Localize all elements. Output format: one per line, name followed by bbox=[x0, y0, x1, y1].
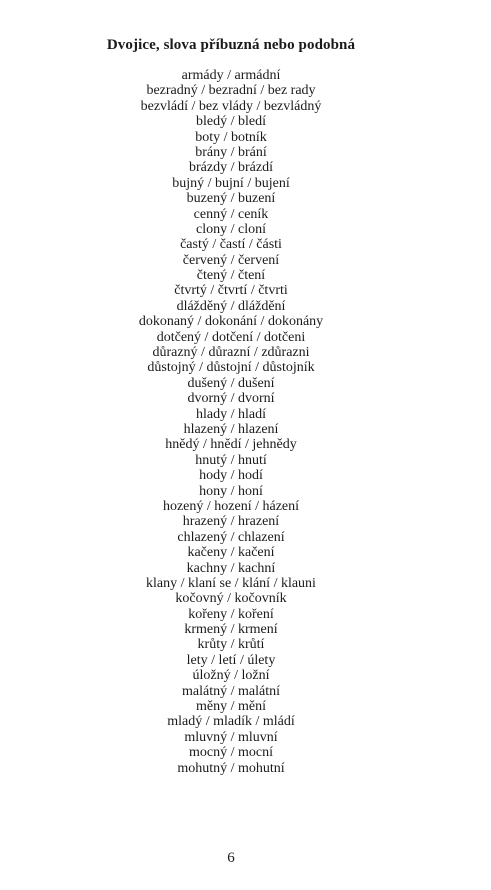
word-entry: bezvládí / bez vlády / bezvládný bbox=[140, 98, 322, 114]
word-pair-list bbox=[0, 68, 462, 776]
word-entry: hlady / hladí bbox=[196, 406, 266, 422]
word-entry: dušený / dušení bbox=[187, 375, 275, 391]
word-entry: cenný / ceník bbox=[193, 206, 269, 222]
word-entry: čtvrtý / čtvrtí / čtvrti bbox=[174, 283, 288, 299]
word-entry: bujný / bujní / bujení bbox=[172, 175, 290, 191]
word-entry: klany / klaní se / klání / klauni bbox=[146, 575, 316, 591]
word-entry: brázdy / brázdí bbox=[189, 160, 273, 176]
word-entry: hony / honí bbox=[199, 483, 263, 499]
word-entry: úložný / ložní bbox=[192, 668, 270, 684]
word-entry: chlazený / chlazení bbox=[177, 529, 285, 545]
word-entry: mladý / mladík / mládí bbox=[167, 714, 295, 730]
word-entry: buzený / buzení bbox=[186, 191, 276, 207]
word-entry: důrazný / důrazní / zdůrazni bbox=[152, 345, 310, 361]
word-entry: dokonaný / dokonání / dokonány bbox=[138, 314, 324, 330]
word-entry: kačeny / kačení bbox=[187, 545, 275, 561]
word-entry: clony / cloní bbox=[196, 221, 266, 237]
word-entry: kočovný / kočovník bbox=[175, 591, 287, 607]
page-number: 6 bbox=[227, 850, 235, 866]
word-entry: bezradný / bezradní / bez rady bbox=[146, 83, 316, 99]
word-entry: mocný / mocní bbox=[189, 745, 273, 761]
word-entry: brány / brání bbox=[195, 144, 267, 160]
word-entry: červený / červení bbox=[182, 252, 280, 268]
word-entry: boty / botník bbox=[195, 129, 267, 145]
word-entry: krůty / krůtí bbox=[197, 637, 265, 653]
word-entry: kachny / kachní bbox=[186, 560, 276, 576]
word-entry: armády / armádní bbox=[181, 68, 281, 83]
word-entry: mluvný / mluvní bbox=[184, 729, 278, 745]
word-entry: hrazený / hrazení bbox=[182, 514, 280, 530]
word-entry: hlazený / hlazení bbox=[183, 421, 279, 437]
word-entry: krmený / krmení bbox=[184, 622, 278, 638]
word-entry: dotčený / dotčení / dotčeni bbox=[156, 329, 306, 345]
page-title: Dvojice, slova příbuzná nebo podobná bbox=[106, 37, 356, 53]
word-entry: bledý / bledí bbox=[196, 114, 266, 130]
word-entry: lety / letí / úlety bbox=[186, 652, 276, 668]
word-entry: čtený / čtení bbox=[196, 268, 266, 284]
word-entry: hnědý / hnědí / jehnědy bbox=[165, 437, 297, 453]
word-entry: dlážděný / dláždění bbox=[176, 298, 286, 314]
word-entry: malátný / malátní bbox=[182, 683, 280, 699]
word-entry: hnutý / hnutí bbox=[195, 452, 267, 468]
word-entry: dvorný / dvorní bbox=[187, 391, 275, 407]
word-entry: častý / častí / části bbox=[180, 237, 282, 253]
word-entry: důstojný / důstojní / důstojník bbox=[147, 360, 315, 376]
word-entry: mohutný / mohutní bbox=[177, 760, 285, 776]
word-entry: kořeny / koření bbox=[188, 606, 274, 622]
word-entry: hozený / hození / házení bbox=[162, 498, 300, 514]
word-entry: hody / hodí bbox=[199, 468, 263, 484]
word-entry: měny / mění bbox=[196, 699, 266, 715]
